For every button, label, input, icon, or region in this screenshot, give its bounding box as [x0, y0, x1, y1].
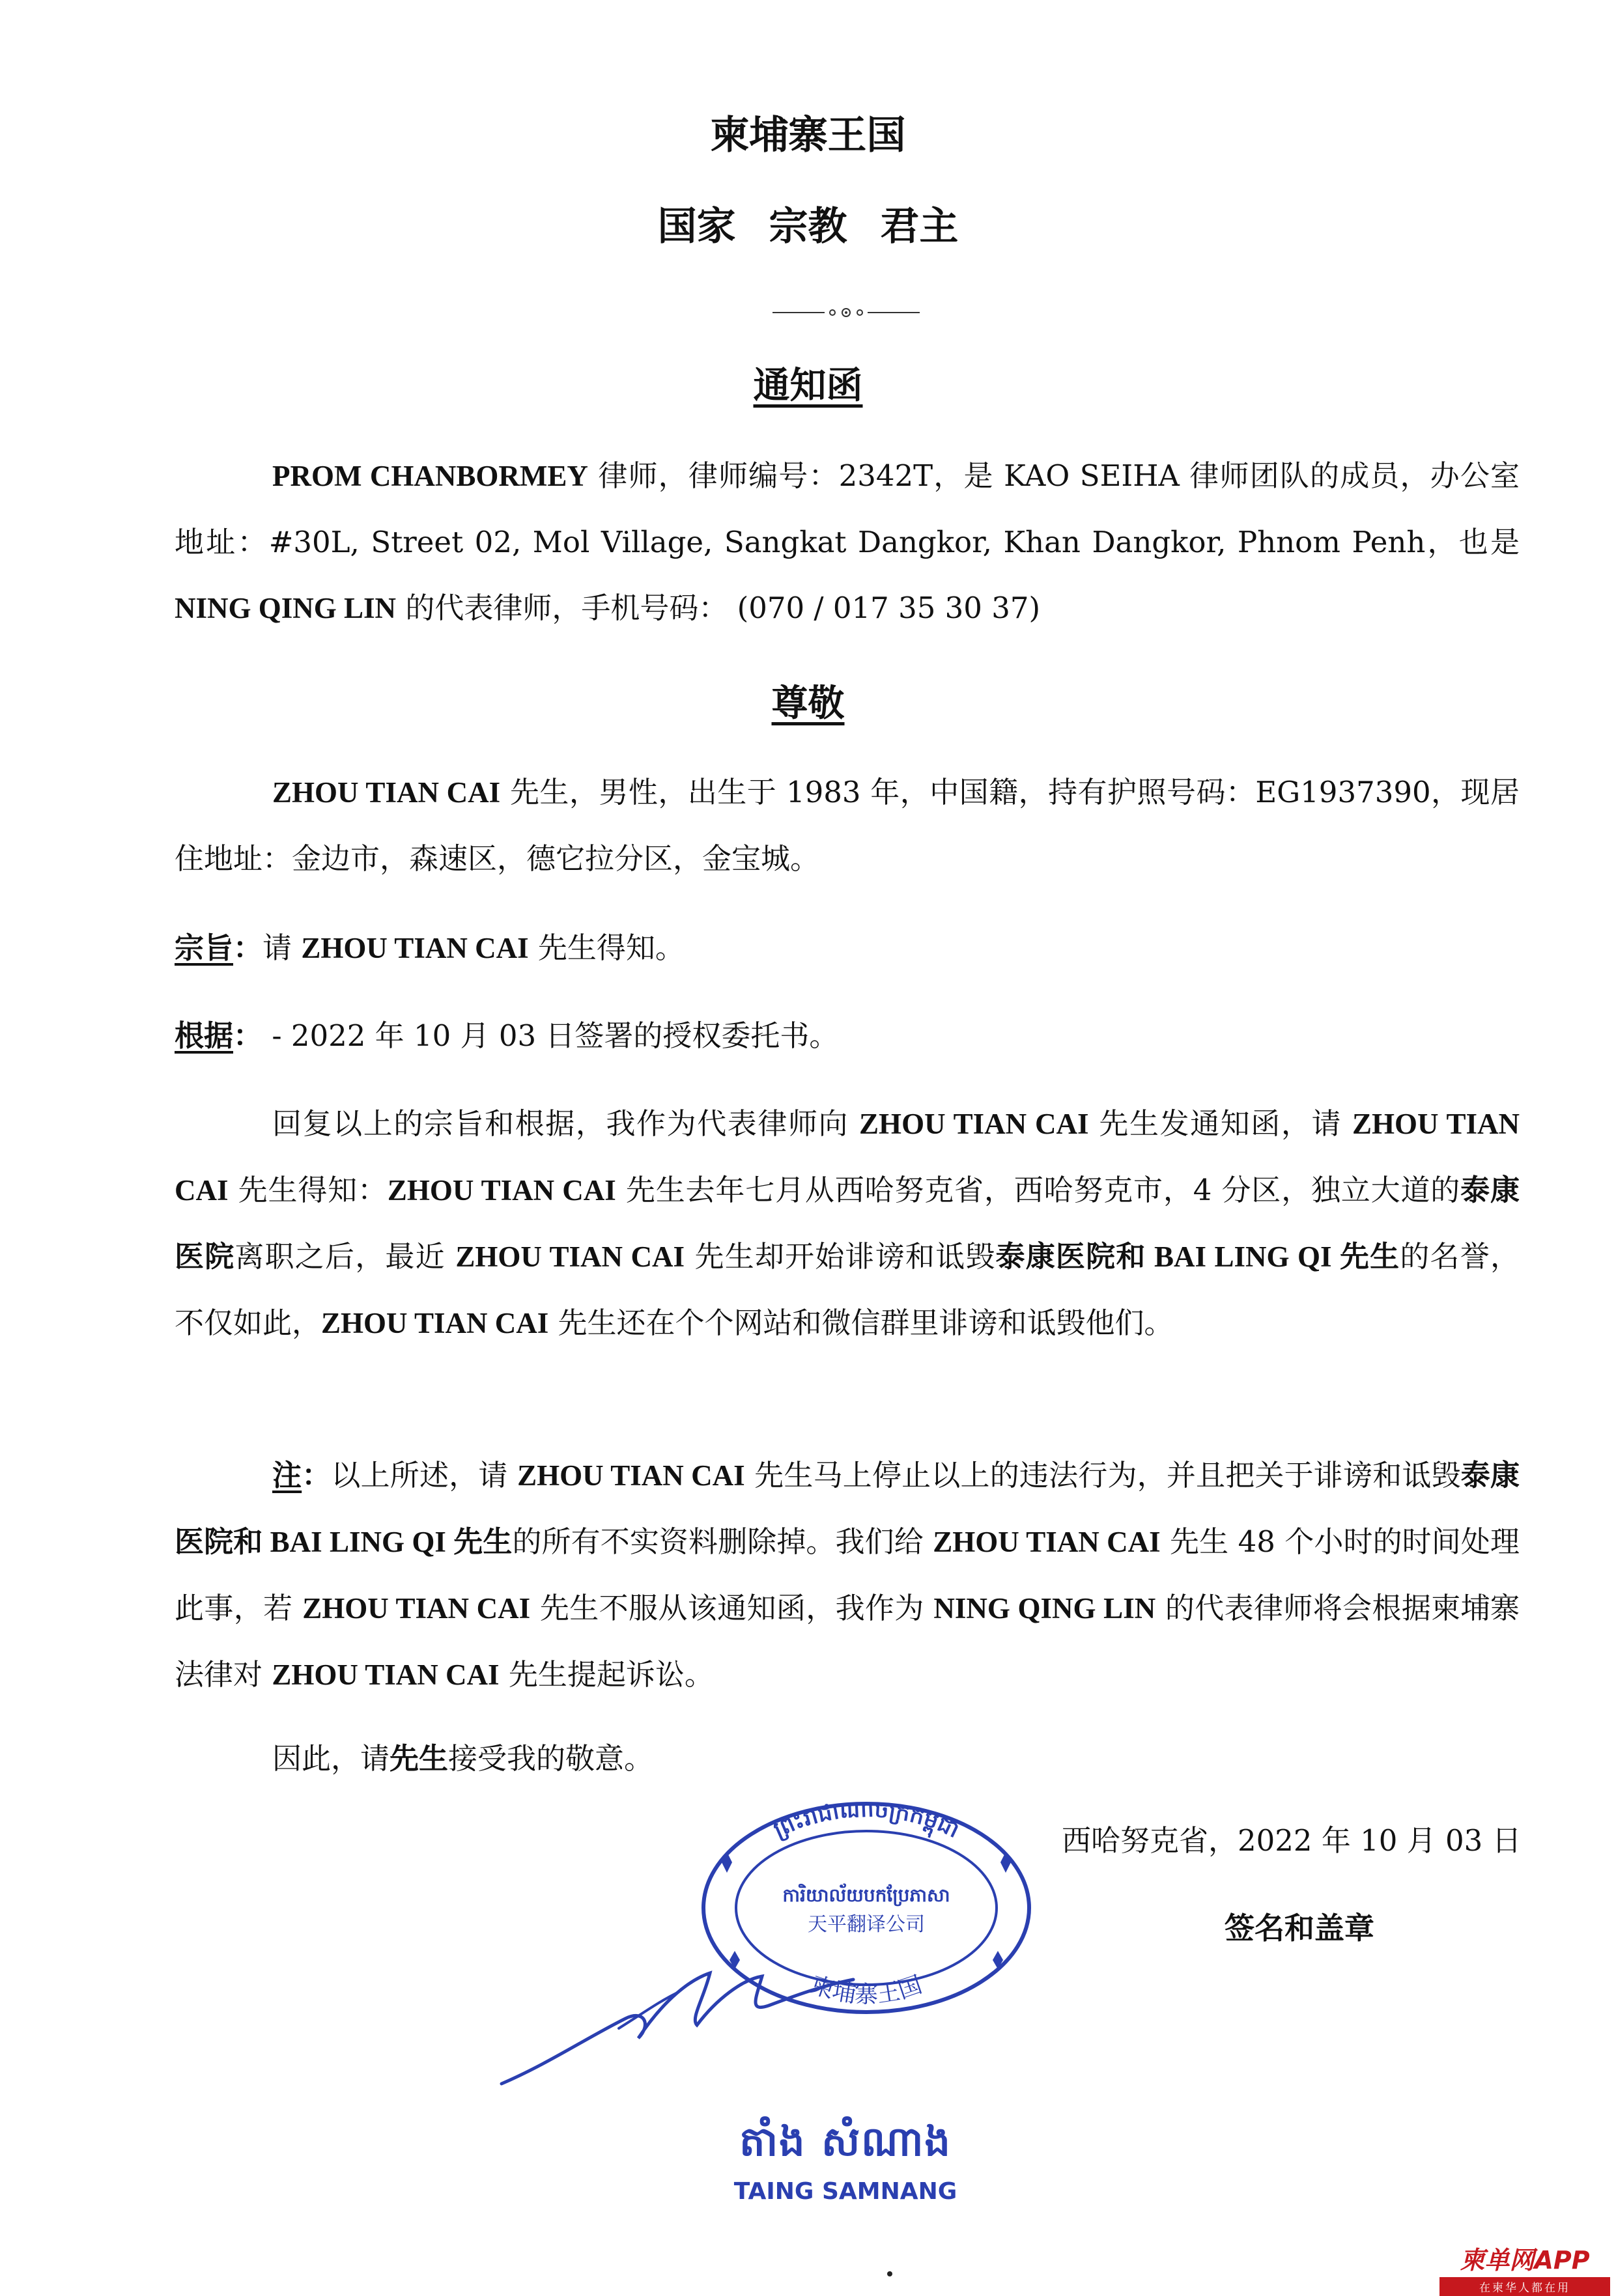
country-title: 柬埔寨王国 [710, 113, 906, 158]
body-name: ZHOU TIAN CAI [455, 1240, 685, 1273]
note-name: ZHOU TIAN CAI [302, 1592, 531, 1625]
note-hospital: 泰康医院和 [175, 1458, 1520, 1559]
purpose-name: ZHOU TIAN CAI [301, 932, 529, 964]
purpose-line [175, 915, 1520, 981]
body-text: 的名誉，不仅如此， [175, 1239, 1520, 1340]
handwritten-signature [495, 1940, 860, 2097]
basis-line [175, 1003, 1520, 1069]
signature-label: 签名和盖章 [1225, 1911, 1374, 1946]
body-name: ZHOU TIAN CAI [321, 1307, 549, 1339]
brand-tagline: 在柬华人都在用 [1439, 2277, 1610, 2296]
body-text: 离职之后，最近 [234, 1239, 456, 1274]
basis-label: 根据 [175, 1018, 234, 1053]
stamp-khmer-top: ព្រះរាជាណាចក្រកម្ពុជា [769, 1797, 963, 1843]
basis-text: - 2022 年 10 月 03 日签署的授权委托书。 [262, 1018, 839, 1053]
note-colon: ： [302, 1458, 332, 1492]
body-text: 先生得知： [228, 1173, 388, 1207]
national-motto: 国家 宗教 君主 [657, 204, 959, 249]
body-hospital: 泰康医院 [175, 1173, 1520, 1274]
body-text: 回复以上的宗旨和根据，我作为代表律师向 [272, 1106, 860, 1141]
closing-text: 接受我的敬意。 [448, 1741, 654, 1776]
scan-dot-mark [887, 2271, 892, 2276]
document-title: 通知函 [753, 365, 863, 407]
signer-block [709, 2116, 982, 2205]
body-name: ZHOU TIAN CAI [859, 1108, 1089, 1140]
note-name: ZHOU TIAN CAI [517, 1459, 745, 1492]
lawyer-name: PROM CHANBORMEY [272, 460, 588, 492]
body-text: 先生去年七月从西哈努克省，西哈努克市，4 分区，独立大道的 [616, 1173, 1461, 1207]
basis-colon: ： [233, 1018, 263, 1053]
intro-text-1: 律师，律师编号：2342T，是 KAO SEIHA 律师团队的成员，办公室地址：#30L, Street 02, Mol Village, Sangkat Dangkor, Khan Dangkor, Phnom Penh，也是 [175, 458, 1520, 559]
brand-watermark [1439, 2240, 1610, 2296]
note-text: 的代表律师将会根据柬埔寨法律对 [175, 1591, 1520, 1692]
ornament-divider-icon [773, 306, 920, 319]
stamp-chinese-bottom: 柬埔寨王国 [807, 1971, 926, 2008]
note-text: 先生 48 个小时的时间处理此事，若 [175, 1524, 1520, 1625]
note-name: ZHOU TIAN CAI [933, 1526, 1161, 1558]
body-paragraph [175, 1091, 1520, 1356]
recipient-name: ZHOU TIAN CAI [272, 776, 501, 809]
note-paragraph [175, 1442, 1520, 1708]
body-hospital: 泰康医院和 [995, 1239, 1146, 1274]
closing-paragraph [175, 1726, 1520, 1791]
respect-heading: 尊敬 [771, 682, 845, 725]
note-text: 的所有不实资料删除掉。我们给 [512, 1524, 933, 1559]
stamp-chinese-mid: 天平翻译公司 [808, 1913, 925, 1936]
purpose-text-1: 请 [262, 931, 302, 965]
intro-paragraph [175, 443, 1520, 641]
note-name: NING QING LIN [933, 1592, 1156, 1625]
intro-text-2: 的代表律师，手机号码： (070 / 017 35 30 37) [396, 591, 1041, 625]
body-text: 先生还在个个网站和微信群里诽谤和诋毁他们。 [548, 1306, 1174, 1340]
recipient-paragraph [175, 759, 1520, 891]
body-text: 先生却开始诽谤和诋毁 [684, 1239, 996, 1274]
note-name: ZHOU TIAN CAI [272, 1659, 500, 1691]
note-text: 先生不服从该通知函，我作为 [530, 1591, 934, 1625]
purpose-text-2: 先生得知。 [528, 931, 685, 965]
body-name: ZHOU TIAN CAI [175, 1108, 1520, 1207]
note-text: 先生马上停止以上的违法行为，并且把关于诽谤和诋毁 [744, 1458, 1461, 1492]
place-date: 西哈努克省，2022 年 10 月 03 日 [1062, 1823, 1522, 1858]
brand-name: 柬单网APP [1460, 2246, 1590, 2275]
note-text: 先生提起诉讼。 [499, 1657, 714, 1692]
body-honorific: 先生 [1339, 1239, 1400, 1274]
note-text: 以上所述，请 [331, 1458, 518, 1492]
note-name: BAI LING QI [262, 1526, 454, 1558]
note-honorific: 先生 [453, 1524, 513, 1559]
closing-honorific: 先生 [390, 1741, 449, 1776]
closing-text: 因此，请 [272, 1741, 390, 1776]
svg-text:ព្រះរាជាណាចក្រកម្ពុជា [770, 1797, 963, 1843]
signer-khmer-name: តាំង សំណាង [739, 2118, 952, 2165]
purpose-label: 宗旨 [175, 931, 234, 965]
body-text: 先生发通知函，请 [1088, 1106, 1352, 1141]
signer-latin-name: TAING SAMNANG [733, 2178, 957, 2205]
stamp-khmer-mid: ការិយាល័យបកប្រែភាសា [782, 1884, 950, 1906]
purpose-colon: ： [233, 931, 263, 965]
recipient-text: 先生，男性，出生于 1983 年，中国籍，持有护照号码：EG1937390，现居住地址：金边市，森速区，德它拉分区，金宝城。 [175, 775, 1520, 876]
client-name: NING QING LIN [175, 592, 397, 624]
body-name: ZHOU TIAN CAI [387, 1174, 616, 1207]
body-name: BAI LING QI [1146, 1240, 1340, 1273]
note-label: 注 [272, 1458, 302, 1492]
